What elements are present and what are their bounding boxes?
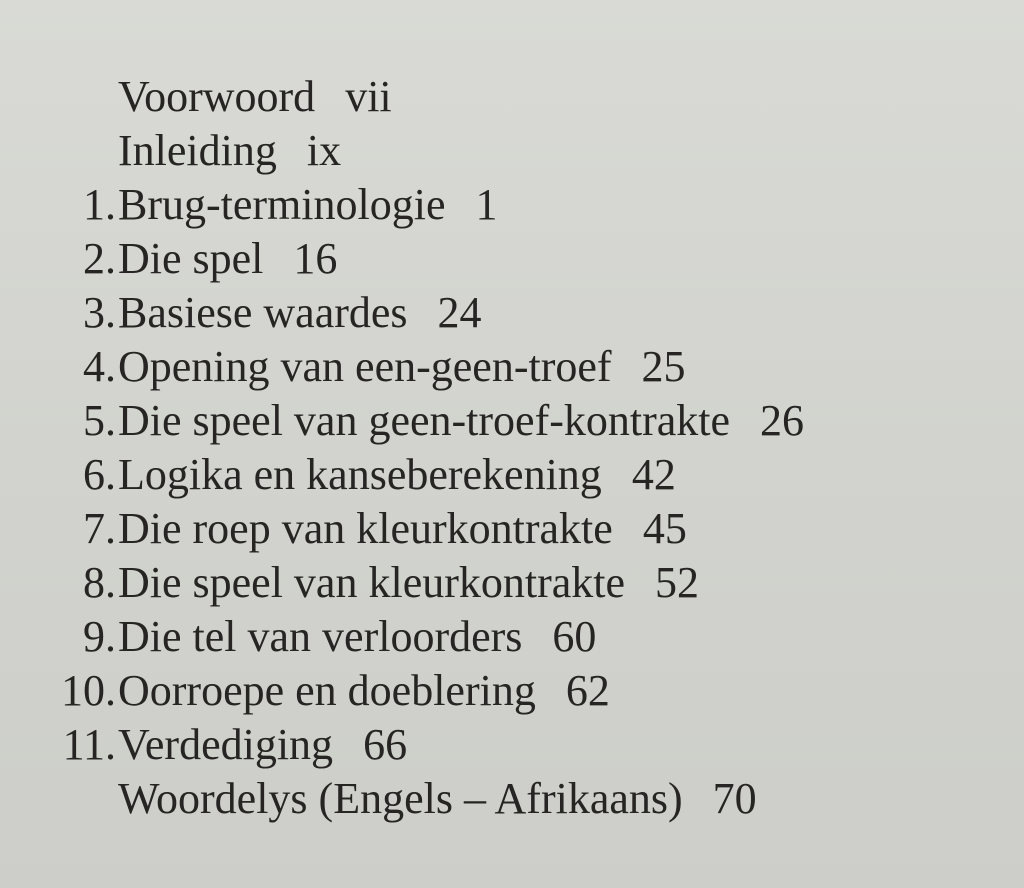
entry-number: 7.	[83, 504, 116, 553]
toc-entry-chapter-3	[0, 286, 1000, 340]
toc-entry-chapter-2	[0, 232, 1000, 286]
toc-entry-chapter-4	[0, 340, 1000, 394]
entry-title: Die spel	[118, 234, 264, 283]
entry-page-number: 16	[293, 234, 338, 283]
toc-entry-chapter-1	[0, 178, 1000, 232]
entry-number: 11.	[62, 720, 116, 769]
toc-entry-chapter-5	[0, 394, 1000, 448]
entry-page-number: 60	[552, 612, 597, 661]
entry-title: Opening van een-geen-troef	[118, 342, 612, 391]
entry-number: 8.	[83, 558, 116, 607]
entry-title: Brug-terminologie	[118, 180, 446, 229]
entry-number: 4.	[83, 342, 116, 391]
entry-title: Die roep van kleurkontrakte	[118, 504, 613, 553]
entry-number: 9.	[83, 612, 116, 661]
entry-page-number: ix	[306, 126, 342, 175]
entry-page-number: 52	[655, 558, 700, 607]
table-of-contents	[0, 70, 1000, 826]
entry-number: 1.	[83, 180, 116, 229]
entry-page-number: 70	[712, 774, 757, 823]
entry-number: 6.	[83, 450, 116, 499]
entry-page-number: 25	[641, 342, 686, 391]
toc-entry-chapter-9	[0, 610, 1000, 664]
entry-page-number: 42	[631, 450, 676, 499]
toc-entry-voorwoord	[0, 70, 1000, 124]
toc-entry-chapter-8	[0, 556, 1000, 610]
entry-page-number: 62	[565, 666, 610, 715]
entry-number: 2.	[83, 234, 116, 283]
entry-number: 10.	[61, 666, 116, 715]
entry-title: Woordelys (Engels – Afrikaans)	[118, 774, 683, 823]
entry-page-number: 24	[437, 288, 482, 337]
entry-page-number: 66	[363, 720, 408, 769]
entry-title: Verdediging	[118, 720, 334, 769]
entry-title: Oorroepe en doeblering	[118, 666, 536, 715]
entry-title: Die tel van verloorders	[118, 612, 523, 661]
entry-title: Inleiding	[118, 126, 277, 175]
toc-entry-chapter-11	[0, 718, 1000, 772]
entry-page-number: 1	[475, 180, 498, 229]
entry-title: Die speel van geen-troef-kontrakte	[118, 396, 731, 445]
entry-title: Basiese waardes	[118, 288, 408, 337]
entry-number: 5.	[83, 396, 116, 445]
toc-entry-inleiding	[0, 124, 1000, 178]
entry-title: Die speel van kleurkontrakte	[118, 558, 626, 607]
toc-entry-chapter-7	[0, 502, 1000, 556]
toc-entry-chapter-6	[0, 448, 1000, 502]
entry-title: Voorwoord	[118, 72, 316, 121]
toc-entry-woordelys	[0, 772, 1000, 826]
entry-title: Logika en kanseberekening	[118, 450, 602, 499]
entry-number: 3.	[83, 288, 116, 337]
toc-entry-chapter-10	[0, 664, 1000, 718]
entry-page-number: 26	[760, 396, 805, 445]
entry-page-number: vii	[345, 72, 392, 121]
entry-page-number: 45	[642, 504, 687, 553]
